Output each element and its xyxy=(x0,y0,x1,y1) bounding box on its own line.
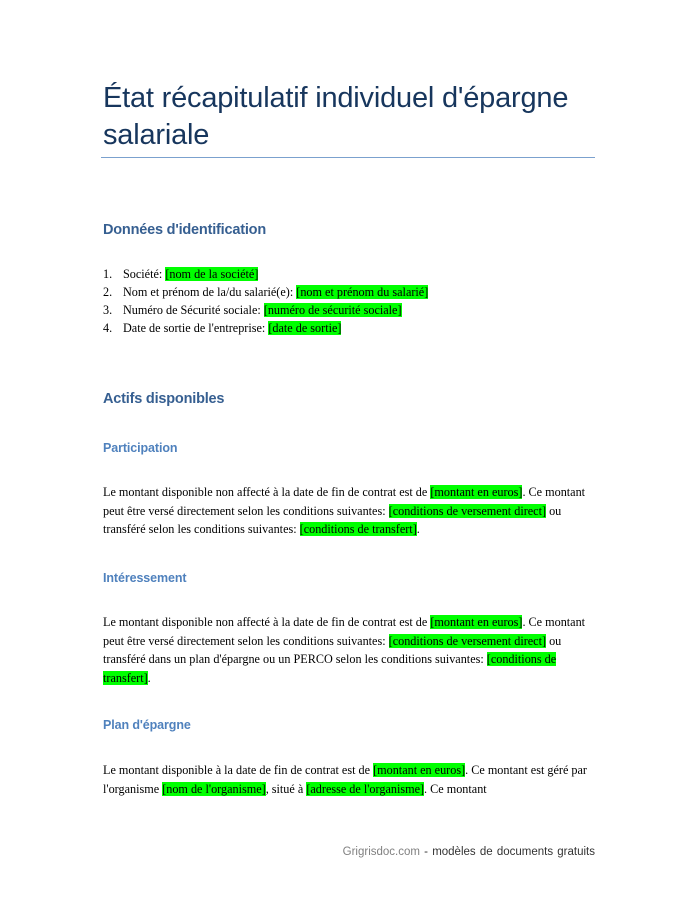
placeholder-field[interactable]: [date de sortie] xyxy=(268,321,342,335)
field-label: Nom et prénom de la/du salarié(e): xyxy=(123,285,297,299)
footer-brand-link[interactable]: Grigrisdoc.com xyxy=(342,846,420,858)
list-item xyxy=(103,301,428,319)
document-title: État récapitulatif individuel d'épargne salariale xyxy=(103,82,569,151)
field-label: Date de sortie de l'entreprise: xyxy=(123,321,269,335)
paragraph-text: Le montant disponible non affecté à la date de fin de contrat est de xyxy=(103,485,431,499)
paragraph-participation xyxy=(103,483,593,539)
paragraph-text: Le montant disponible non affecté à la date de fin de contrat est de xyxy=(103,615,431,629)
title-underline-divider xyxy=(101,157,595,158)
paragraph-text: . xyxy=(416,522,420,536)
paragraph-text: , situé à xyxy=(265,781,307,796)
heading-actifs-disponibles: Actifs disponibles xyxy=(103,391,225,407)
placeholder-field[interactable]: [montant en euros] xyxy=(373,763,466,777)
paragraph-text: . Ce montant peut être versé directement selon les conditions suivantes: xyxy=(103,615,586,648)
list-number: 1. xyxy=(103,267,113,281)
paragraph-text: . Ce montant est géré par l'organisme xyxy=(103,763,587,796)
placeholder-field[interactable]: [nom de la société] xyxy=(165,267,259,281)
list-number: 4. xyxy=(103,321,113,335)
list-number: 2. xyxy=(103,285,113,299)
placeholder-field[interactable]: [conditions de transfert] xyxy=(299,522,417,536)
placeholder-field[interactable]: [montant en euros] xyxy=(430,485,523,499)
paragraph-text: . xyxy=(147,670,151,685)
paragraph-text: ou transféré selon les conditions suivantes: xyxy=(103,503,562,536)
footer-tagline: - modèles de documents gratuits xyxy=(419,846,595,858)
identification-list xyxy=(103,265,428,337)
placeholder-field[interactable]: [conditions de versement direct] xyxy=(388,503,547,518)
paragraph-plan-epargne xyxy=(103,761,593,798)
field-label: Société: xyxy=(123,267,166,281)
heading-interessement: Intéressement xyxy=(103,571,187,585)
heading-participation: Participation xyxy=(103,441,178,455)
paragraph-interessement xyxy=(103,613,593,687)
list-number: 3. xyxy=(103,303,113,317)
paragraph-text: . Ce montant xyxy=(424,781,487,796)
list-item xyxy=(103,283,428,301)
placeholder-field[interactable]: [conditions de versement direct] xyxy=(388,633,547,648)
placeholder-field[interactable]: [nom de l'organisme] xyxy=(162,781,266,796)
list-item xyxy=(103,265,428,283)
field-label: Numéro de Sécurité sociale: xyxy=(123,303,264,317)
heading-plan-epargne: Plan d'épargne xyxy=(103,718,191,732)
placeholder-field[interactable]: [nom et prénom du salarié] xyxy=(296,285,429,299)
placeholder-field[interactable]: [montant en euros] xyxy=(430,615,523,629)
paragraph-text: Le montant disponible à la date de fin de contrat est de xyxy=(103,763,374,777)
heading-identification: Données d'identification xyxy=(103,222,266,238)
placeholder-field[interactable]: [adresse de l'organisme] xyxy=(306,781,425,796)
page-footer xyxy=(340,846,595,858)
list-item xyxy=(103,319,428,337)
placeholder-field[interactable]: [conditions de transfert] xyxy=(103,652,557,685)
paragraph-text: ou transféré dans un plan d'épargne ou un PERCO selon les conditions suivantes: xyxy=(103,633,562,666)
paragraph-text: . Ce montant peut être versé directement selon les conditions suivantes: xyxy=(103,485,586,518)
placeholder-field[interactable]: [numéro de sécurité sociale] xyxy=(263,303,402,317)
